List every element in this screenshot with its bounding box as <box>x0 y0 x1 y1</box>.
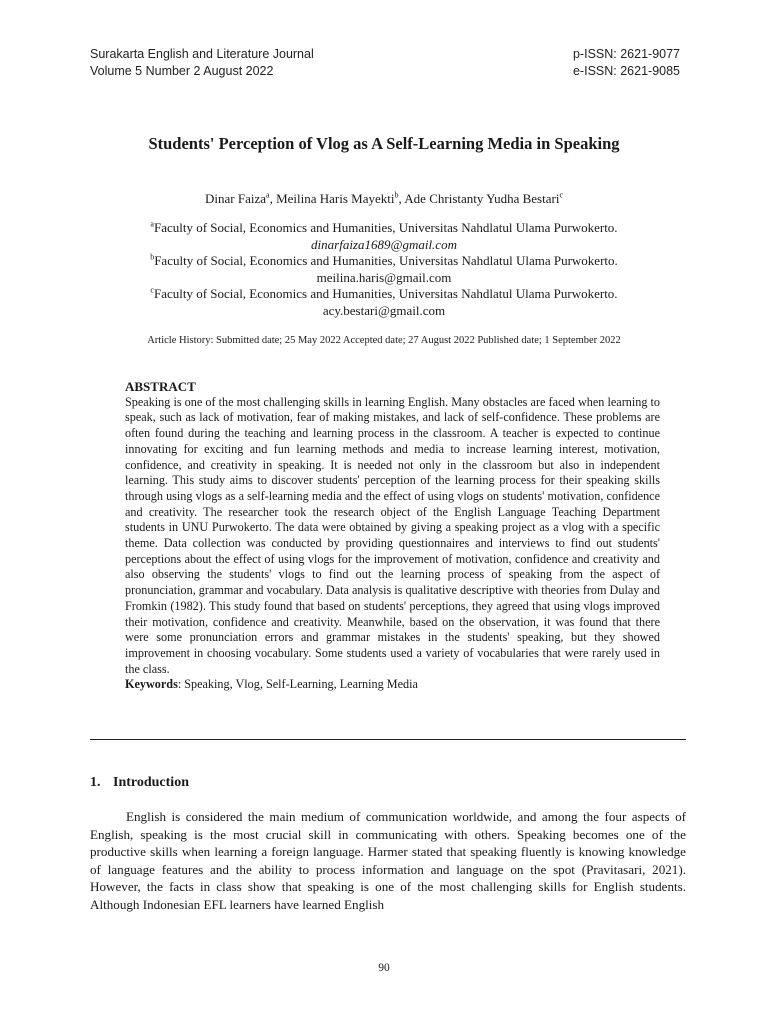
introduction-paragraph: English is considered the main medium of communication worldwide, and among the four aspects of English, speaking is the most crucial skill in communicating with others. Speaking becomes one of the productive skills when learning a foreign language. Harmer stated that speaking fluently is knowing knowledge of language features and the ability to process information and language on the spot (Pravitasari, 2021). However, the facts in class show that speaking is one of the most challenging skills for English students. Although Indonesian EFL learners have learned English <box>90 809 686 912</box>
affiliation-mark: c <box>150 285 154 295</box>
section-heading-introduction <box>90 774 189 792</box>
section-title: Introduction <box>113 775 189 790</box>
affiliation-mark: a <box>150 219 154 229</box>
paper-title: Students' Perception of Vlog as A Self-Learning Media in Speaking <box>148 134 620 153</box>
abstract-body: Speaking is one of the most challenging skills in learning English. Many obstacles are faced when learning to speak, such as lack of motivation, fear of making mistakes, and lack of self-confidence. These problems are often found during the teaching and learning process in the classroom. A teacher is expected to continue innovating for exciting and fun learning methods and media to increase learning interest, motivation, confidence, and creativity in speaking. It is needed not only in the classroom but also in independent learning. This study aims to discover students' perception of the learning process for their speaking skills through using vlogs as a self-learning media and the effect of using vlogs on students' motivation, confidence and creativity. The researcher took the research object of the English Language Teaching Department students in UNU Purwokerto. The data were obtained by giving a speaking project as a vlog with a specific theme. Data collection was conducted by providing questionnaires and interviews to find out students' perceptions about the effect of using vlogs for the improvement of motivation, confidence and creativity and also observing the students' vlogs to find out the learning process of speaking from the aspect of pronunciation, grammar and vocabulary. Data analysis is qualitative descriptive with theories from Dulay and Fromkin (1982). This study found that based on students' perceptions, they agreed that using vlogs improved their motivation, confidence and creativity. Meanwhile, based on the observation, it was found that there were some pronunciation errors and grammar mistakes in the students' speaking, but they showed improvement in choosing vocabulary. Some students used a variety of vocabularies that were rarely used in the class. <box>125 394 660 676</box>
author-name: Meilina Haris Mayekti <box>276 191 395 206</box>
author-email[interactable]: meilina.haris@gmail.com <box>316 269 452 285</box>
author-email[interactable]: acy.bestari@gmail.com <box>322 302 446 318</box>
author-mark: b <box>394 190 399 200</box>
affiliation-mark: b <box>150 252 155 262</box>
abstract-heading: ABSTRACT <box>125 379 196 394</box>
page-number: 90 <box>378 962 390 974</box>
author-name: Ade Christanty Yudha Bestari <box>404 191 560 206</box>
affiliation-text: Faculty of Social, Economics and Humanities, Universitas Nahdlatul Ulama Purwokerto. <box>153 220 618 235</box>
affiliation-text: Faculty of Social, Economics and Humanities, Universitas Nahdlatul Ulama Purwokerto. <box>154 253 618 268</box>
author-name: Dinar Faiza <box>205 191 267 206</box>
e-issn: e-ISSN: 2621-9085 <box>572 64 680 78</box>
keywords-label: Keywords <box>125 677 178 692</box>
running-head-left <box>90 46 314 80</box>
horizontal-rule <box>90 739 686 740</box>
author-mark: a <box>266 190 270 200</box>
abstract-section <box>125 379 660 693</box>
keywords-list: : Speaking, Vlog, Self-Learning, Learning Media <box>177 677 418 692</box>
journal-name: Surakarta English and Literature Journal <box>90 47 314 61</box>
keywords-line <box>125 677 660 693</box>
p-issn: p-ISSN: 2621-9077 <box>572 47 680 61</box>
article-history: Article History: Submitted date; 25 May 2022 Accepted date; 27 August 2022 Published date; 1 September 2022 <box>147 335 621 346</box>
affiliation-text: Faculty of Social, Economics and Humanities, Universitas Nahdlatul Ulama Purwokerto. <box>153 286 618 301</box>
affiliation-line <box>0 286 768 303</box>
author-list: Dinar Faiza$^a$, Meilina Haris Mayekti$^b$, Ade Christanty Yudha Bestari$^c$ <box>205 190 563 206</box>
section-number: 1. <box>90 775 101 790</box>
running-head-right <box>573 46 680 80</box>
affiliation-line <box>0 220 768 237</box>
affiliation-block <box>0 220 768 319</box>
author-email[interactable]: dinarfaiza1689@gmail.com <box>311 236 457 252</box>
journal-issue: Volume 5 Number 2 August 2022 <box>90 64 274 78</box>
affiliation-line <box>0 253 768 270</box>
author-mark: c <box>559 190 563 200</box>
